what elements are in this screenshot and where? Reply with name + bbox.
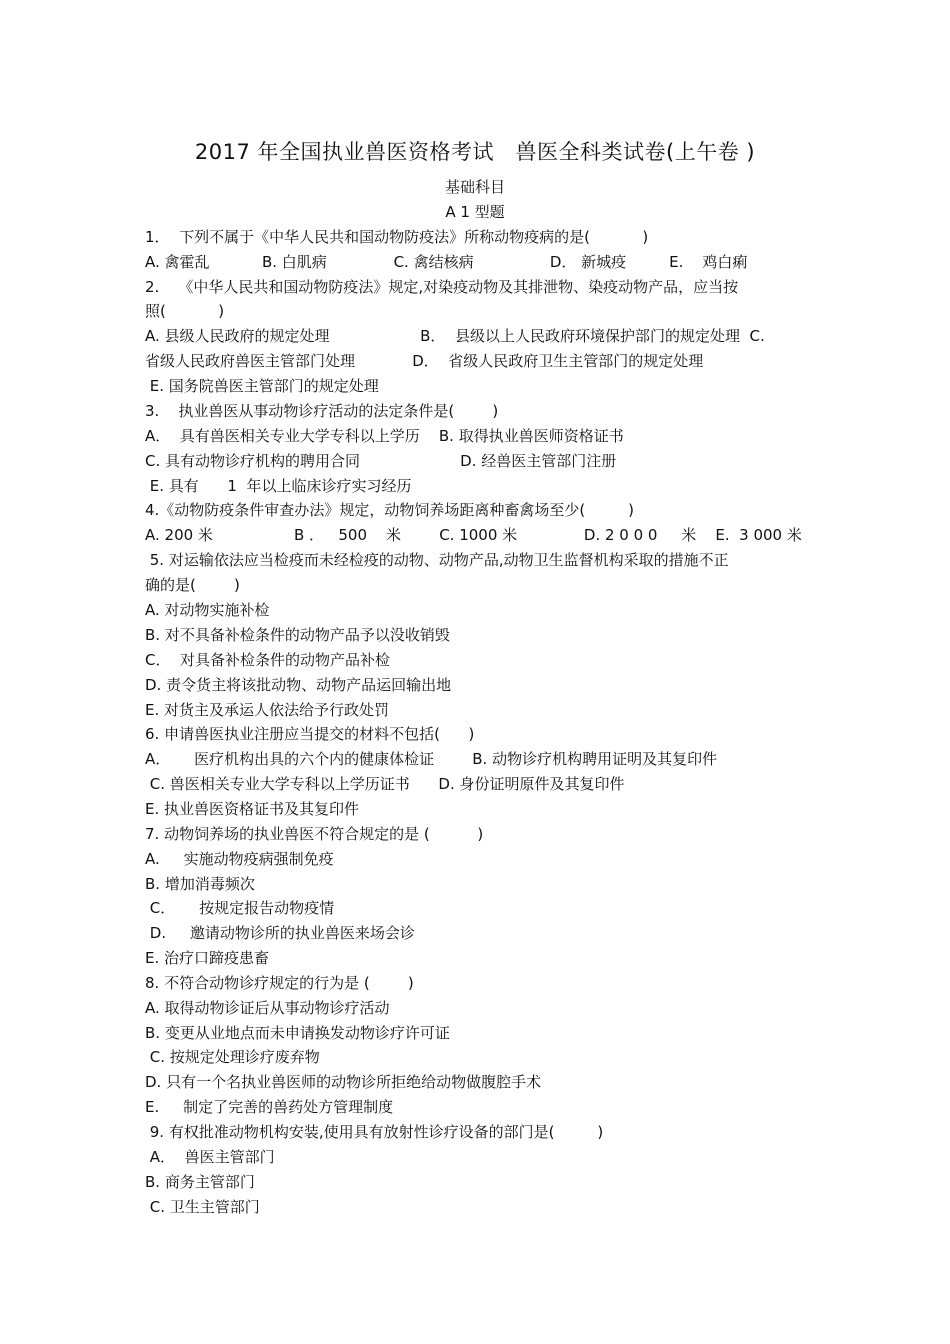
question-line: 8. 不符合动物诊疗规定的行为是 ( ): [145, 974, 414, 992]
section-heading: 基础科目: [444, 178, 505, 196]
question-line: E. 治疗口蹄疫患畜: [145, 949, 270, 967]
question-type-heading: A 1 型题: [445, 203, 505, 221]
question-line: C. 具有动物诊疗机构的聘用合同 D. 经兽医主管部门注册: [145, 452, 617, 470]
question-line: C. 兽医相关专业大学专科以上学历证书 D. 身份证明原件及其复印件: [145, 775, 625, 793]
question-line: 照( ): [145, 302, 225, 320]
question-line: D. 邀请动物诊所的执业兽医来场会诊: [145, 924, 415, 942]
question-line: D. 只有一个名执业兽医师的动物诊所拒绝给动物做腹腔手术: [145, 1073, 542, 1091]
question-line: E. 具有 1 年以上临床诊疗实习经历: [145, 477, 412, 495]
question-line: A. 200 米 B ． 500 米 C. 1000 米 D. 2 0 0 0 米 E. 3 000 米: [145, 526, 802, 544]
question-line: A. 县级人民政府的规定处理 B． 县级以上人民政府环境保护部门的规定处理 C.: [145, 327, 765, 345]
question-line: A． 兽医主管部门: [145, 1148, 275, 1166]
question-line: 9. 有权批准动物机构安装,使用具有放射性诊疗设备的部门是( ): [145, 1123, 604, 1141]
question-line: B. 增加消毒频次: [145, 875, 255, 893]
question-line: E. 对货主及承运人依法给予行政处罚: [145, 701, 390, 719]
question-line: 省级人民政府兽医主管部门处理 D． 省级人民政府卫生主管部门的规定处理: [145, 352, 704, 370]
question-line: D. 责令货主将该批动物、动物产品运回输出地: [145, 676, 452, 694]
question-line: C. 卫生主管部门: [145, 1198, 260, 1216]
question-line: B. 商务主管部门: [145, 1173, 255, 1191]
question-line: A. 对动物实施补检: [145, 601, 270, 619]
question-line: 7. 动物饲养场的执业兽医不符合规定的是 ( ): [145, 825, 484, 843]
question-line: 5. 对运输依法应当检疫而未经检疫的动物、动物产品,动物卫生监督机构采取的措施不正: [145, 551, 729, 569]
question-line: 4.《动物防疫条件审查办法》规定，动物饲养场距离种畜禽场至少( ): [145, 501, 634, 519]
question-line: E. 执业兽医资格证书及其复印件: [145, 800, 360, 818]
question-line: C． 按规定报告动物疫情: [145, 899, 335, 917]
question-line: E. 制定了完善的兽药处方管理制度: [145, 1098, 394, 1116]
question-line: A. 禽霍乱 B. 白肌病 C. 禽结核病 D． 新城疫 E. 鸡白痢: [145, 253, 748, 271]
question-line: C． 对具备补检条件的动物产品补检: [145, 651, 391, 669]
question-line: A． 医疗机构出具的六个内的健康体检证 B. 动物诊疗机构聘用证明及其复印件: [145, 750, 718, 768]
question-line: 确的是( ): [145, 576, 240, 594]
question-line: A． 具有兽医相关专业大学专科以上学历 B. 取得执业兽医师资格证书: [145, 427, 624, 445]
question-line: 6. 申请兽医执业注册应当提交的材料不包括( ): [145, 725, 475, 743]
question-line: 1． 下列不属于《中华人民共和国动物防疫法》所称动物疫病的是( ): [145, 228, 649, 246]
question-line: C. 按规定处理诊疗废弃物: [145, 1048, 320, 1066]
question-line: B. 对不具备补检条件的动物产品予以没收销毁: [145, 626, 450, 644]
question-line: A. 实施动物疫病强制免疫: [145, 850, 334, 868]
question-line: E. 国务院兽医主管部门的规定处理: [145, 377, 379, 395]
question-line: A. 取得动物诊证后从事动物诊疗活动: [145, 999, 390, 1017]
exam-title: 2017 年全国执业兽医资格考试 兽医全科类试卷(上午卷 ): [194, 140, 756, 164]
question-line: B. 变更从业地点而未申请换发动物诊疗许可证: [145, 1024, 450, 1042]
question-line: 3. 执业兽医从事动物诊疗活动的法定条件是( ): [145, 402, 499, 420]
question-line: 2. 《中华人民共和国动物防疫法》规定,对染疫动物及其排泄物、染疫动物产品，应当按: [145, 278, 739, 296]
